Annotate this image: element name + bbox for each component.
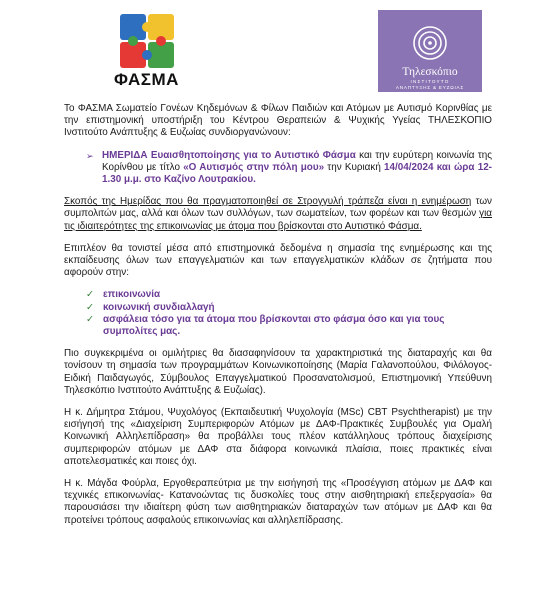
purpose-paragraph bbox=[64, 196, 492, 233]
press-release-body bbox=[64, 103, 492, 537]
intro-paragraph: Το ΦΑΣΜΑ Σωματείο Γονέων Κηδεμόνων & Φίλων Παιδιών και Ατόμων με Αυτισμό Κορινθίας με την επιστημονική υποστήριξη του Κέντρου Θεραπειών & Ψυχικής Υγείας ΤΗΛΕΣΚΟΠΙΟ Ινστιτούτο Ανάπτυξης & Ευζωίας συνδιοργανώνουν: bbox=[64, 103, 492, 139]
purpose-underlined-2: για τις ιδιαιτερότητες της επικοινωνίας με άτομα που βρίσκονται στο Αυτιστικό Φάσμα. bbox=[64, 208, 492, 232]
telescope-rings-icon bbox=[411, 24, 449, 62]
check-icon: ✓ bbox=[86, 289, 94, 301]
speakers-intro-paragraph: Πιο συγκεκριμένα οι ομιλήτριες θα διασαφηνίσουν τα χαρακτηριστικά της διαταραχής και θα τονίσουν τη σημασία των προγραμμάτων Κοινωνικοποίησης (Μαρία Γαλανοπούλου, Φιλόλογος-Ειδική Παιδαγωγός, Σύμβουλος Επαγγελματικού Προσανατολισμού, Επιστημονική Υπεύθυνη Τηλεσκόπιο Ινστιτούτο Ανάπτυξης & Ευζωίας). bbox=[64, 348, 492, 396]
topic-label: επικοινωνία bbox=[103, 289, 161, 301]
event-text-2: την Κυριακή bbox=[324, 161, 385, 173]
tileskopio-subtitle-1: ΙΝΣΤΙΤΟΥΤΟ bbox=[410, 79, 450, 84]
list-item bbox=[86, 314, 492, 338]
fasma-logo-text: ΦΑΣΜΑ bbox=[114, 70, 179, 89]
check-icon: ✓ bbox=[86, 301, 94, 313]
event-text-1: και την ευρύτερη κοινωνία της Κορίνθου με τίτλο bbox=[102, 149, 492, 173]
speaker-fourla-paragraph: Η κ. Μάγδα Φούρλα, Εργοθεραπεύτρια με την εισήγησή της «Προσέγγιση ατόμων με ΔΑΦ και τεχνικές επικοινωνίας- Κατανοώντας τις δυσκολίες τους στην αισθητηριακή επεξεργασία» θα παρουσιάσει την ιδιαίτερη φύση των αισθητηριακών διαταραχών των ατόμων με ΔΑΦ και θα προτείνει τρόπους ασφαλούς επικοινωνίας και αλληλεπίδρασης. bbox=[64, 478, 492, 526]
event-title: ΗΜΕΡΙΔΑ Ευαισθητοποίησης για το Αυτιστικό Φάσμα bbox=[102, 149, 356, 161]
list-item bbox=[86, 302, 492, 314]
topic-label: ασφάλεια τόσο για τα άτομα που βρίσκονται στο φάσμα όσο και για τους συμπολίτες μας. bbox=[103, 313, 445, 338]
event-paragraph bbox=[102, 150, 492, 187]
event-datetime: 14/04/2024 και ώρα 12-1.30 μ.μ. στο Καζίνο Λουτρακίου. bbox=[102, 161, 492, 186]
purpose-text: των συμπολιτών μας, αλλά και όλων των συλλόγων, των σωματείων, των φορέων και των θεσμών bbox=[64, 196, 492, 220]
topics-list bbox=[86, 289, 492, 338]
tileskopio-subtitle-2: ΑΝΑΠΤΥΞΗΣ & ΕΥΖΩΙΑΣ bbox=[395, 85, 465, 90]
event-subject: «Ο Αυτισμός στην πόλη μου» bbox=[183, 161, 325, 173]
list-item bbox=[86, 289, 492, 301]
arrow-bullet-icon: ➢ bbox=[86, 150, 94, 161]
tileskopio-name: Τηλεσκόπιο bbox=[402, 66, 458, 78]
additionally-paragraph: Επιπλέον θα τονιστεί μέσα από επιστημονικά δεδομένα η σημασία της ενημέρωσης και της εκπαίδευσης όλων των επαγγελματιών και των επαγγελματικών κλάδων σε ζητήματα που αφορούν στην: bbox=[64, 242, 492, 279]
tileskopio-logo bbox=[378, 10, 482, 92]
event-bullet bbox=[86, 150, 492, 187]
purpose-underlined-1: Σκοπός της Ημερίδας που θα πραγματοποιηθεί σε Στρογγυλή τράπεζα είναι η ενημέρωση bbox=[64, 196, 472, 208]
check-icon: ✓ bbox=[86, 313, 94, 325]
topic-label: κοινωνική συνδιαλλαγή bbox=[103, 301, 215, 313]
speaker-stamou-paragraph: Η κ. Δήμητρα Στάμου, Ψυχολόγος (Εκπαιδευτική Ψυχολογία (MSc) CBT Psychtherapist) με την εισήγησή της «Διαχείριση Συμπεριφορών Ατόμων με ΔΑΦ-Πρακτικές Συμβουλές για Ομαλή Κοινωνική Αλληλεπίδραση» θα προβάλλει τους πλέον κατάλληλους τρόπους διαχείρισης συμπεριφορών ατόμων με ΔΑΦ στα διάφορα κοινωνικά πλαίσια, ποιες πρακτικές είναι αποτελεσματικές και ποιες όχι. bbox=[64, 407, 492, 467]
